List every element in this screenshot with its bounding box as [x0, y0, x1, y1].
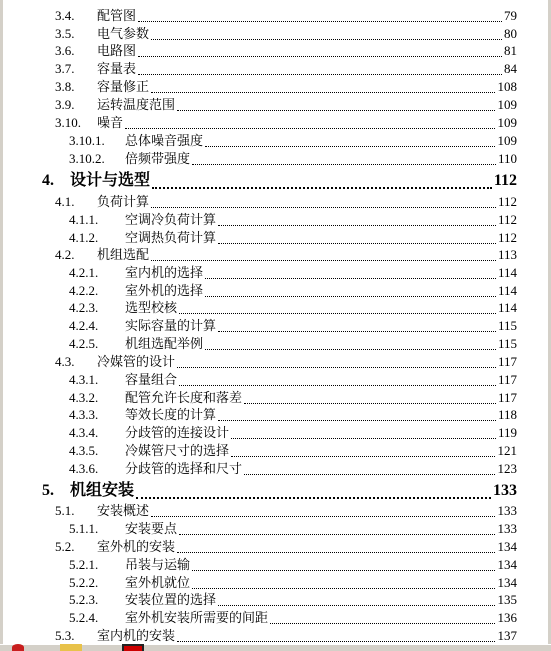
toc-number: 3.9. [55, 97, 75, 112]
toc-leader-dots [218, 224, 496, 226]
toc-number: 5.2.1. [69, 557, 99, 572]
toc-page-number: 80 [504, 26, 517, 41]
toc-leader-dots [152, 186, 492, 189]
toc-title: 容量表 [97, 61, 137, 76]
toc-page-number: 109 [497, 115, 517, 130]
toc-title: 机组安装 [70, 482, 135, 499]
toc-number: 5.2.4. [69, 610, 99, 625]
toc-leader-dots [205, 145, 495, 147]
toc-leader-dots [138, 55, 502, 57]
toc-page-number: 84 [504, 61, 517, 76]
toc-row[interactable] [0, 627, 551, 645]
toc-number: 4.2.1. [69, 265, 99, 280]
toc-row[interactable] [0, 60, 551, 78]
toc-title: 实际容量的计算 [125, 318, 217, 333]
toc-leader-dots [177, 109, 495, 111]
toc-leader-dots [205, 295, 496, 297]
toc-page-number: 119 [497, 425, 517, 440]
toc-page-number: 114 [497, 283, 517, 298]
toc-number: 4.1. [55, 194, 75, 209]
toc-number: 4.3.3. [69, 407, 99, 422]
toc-row[interactable] [0, 193, 551, 211]
toc-row[interactable] [0, 460, 551, 478]
toc-row[interactable] [0, 591, 551, 609]
toc-row[interactable] [0, 114, 551, 132]
toc-page-number: 133 [497, 521, 517, 536]
toc-page-number: 114 [497, 300, 517, 315]
toc-page-number: 123 [497, 461, 517, 476]
toc-row[interactable] [0, 609, 551, 627]
toc-number: 4.2. [55, 247, 75, 262]
toc-leader-dots [192, 163, 496, 165]
toc-number: 3.10. [55, 115, 81, 130]
toc-page-number: 137 [497, 628, 517, 643]
toc-leader-dots [177, 640, 495, 642]
toc-leader-dots [151, 91, 495, 93]
toc-title: 空调热负荷计算 [125, 230, 217, 245]
toc-row[interactable] [0, 371, 551, 389]
taskbar [0, 644, 551, 651]
toc-number: 5. [42, 482, 54, 499]
toc-leader-dots [151, 38, 502, 40]
toc-leader-dots [138, 73, 502, 75]
toc-leader-dots [218, 242, 496, 244]
toc-title: 安装概述 [97, 503, 150, 518]
toc-title: 配管图 [97, 8, 137, 23]
toc-title: 冷媒管的设计 [97, 354, 176, 369]
toc-title: 室外机的选择 [125, 283, 204, 298]
toc-number: 5.2.2. [69, 575, 99, 590]
toc-title: 选型校核 [125, 300, 178, 315]
toc-row[interactable] [0, 353, 551, 371]
toc-leader-dots [205, 348, 496, 350]
toc-number: 4.3.4. [69, 425, 99, 440]
toc-page-number: 79 [504, 8, 517, 23]
toc-leader-dots [151, 259, 496, 261]
toc-leader-dots [125, 127, 495, 129]
toc-title: 设计与选型 [70, 172, 151, 189]
toc-page-number: 136 [497, 610, 517, 625]
toc-row[interactable] [0, 96, 551, 114]
toc-row[interactable] [0, 246, 551, 264]
toc-leader-dots [136, 496, 491, 499]
toc-number: 4.3.6. [69, 461, 99, 476]
folder-icon[interactable] [60, 644, 82, 651]
toc-number: 4.1.1. [69, 212, 99, 227]
toc-title: 负荷计算 [97, 194, 150, 209]
toc-page-number: 121 [497, 443, 517, 458]
toc-leader-dots [270, 622, 495, 624]
toc-title: 室外机安装所需要的间距 [125, 610, 269, 625]
toc-page-number: 112 [497, 194, 517, 209]
toc-leader-dots [177, 366, 496, 368]
toc-number: 3.5. [55, 26, 75, 41]
toc-number: 5.1. [55, 503, 75, 518]
toc-title: 总体噪音强度 [125, 133, 204, 148]
toc-page-number: 134 [497, 557, 517, 572]
toc-row[interactable] [0, 7, 551, 25]
toc-chapter-row[interactable] [0, 480, 551, 502]
toc-page-number: 115 [497, 318, 517, 333]
toc-row[interactable] [0, 282, 551, 300]
toc-number: 5.1.1. [69, 521, 99, 536]
toc-title: 安装位置的选择 [125, 592, 217, 607]
toc-page-number: 133 [497, 503, 517, 518]
toc-leader-dots [179, 533, 495, 535]
toc-row[interactable] [0, 132, 551, 150]
toc-leader-dots [218, 419, 496, 421]
toc-page-number: 110 [497, 151, 517, 166]
toc-chapter-row[interactable] [0, 170, 551, 192]
toc-page-number: 117 [497, 390, 517, 405]
toc-leader-dots [177, 551, 495, 553]
stop-icon-inner [124, 646, 142, 651]
toc-title: 分歧管的选择和尺寸 [125, 461, 243, 476]
toc-page-number: 112 [497, 212, 517, 227]
toc-leader-dots [151, 206, 496, 208]
toc-title: 配管允许长度和落差 [125, 390, 243, 405]
toc-leader-dots [218, 330, 496, 332]
toc-page-number: 134 [497, 575, 517, 590]
toc-title: 运转温度范围 [97, 97, 176, 112]
toc-leader-dots [151, 515, 495, 517]
toc-number: 5.2. [55, 539, 75, 554]
toc-number: 4.2.4. [69, 318, 99, 333]
toc-title: 倍频带强度 [125, 151, 191, 166]
toc-row[interactable] [0, 299, 551, 317]
toc-row[interactable] [0, 406, 551, 424]
toc-title: 等效长度的计算 [125, 407, 217, 422]
toc-title: 冷媒管尺寸的选择 [125, 443, 230, 458]
toc-page-number: 133 [493, 482, 517, 499]
toc-title: 电气参数 [97, 26, 150, 41]
toc-row[interactable] [0, 424, 551, 442]
toc-page-number: 118 [497, 407, 517, 422]
toc-number: 4.2.5. [69, 336, 99, 351]
toc-title: 室内机的选择 [125, 265, 204, 280]
toc-leader-dots [218, 604, 495, 606]
toc-row[interactable] [0, 574, 551, 592]
toc-page-number: 135 [497, 592, 517, 607]
toc-row[interactable] [0, 229, 551, 247]
toc-number: 3.7. [55, 61, 75, 76]
toc-number: 5.2.3. [69, 592, 99, 607]
toc-number: 3.10.1. [69, 133, 105, 148]
toc-row[interactable] [0, 556, 551, 574]
toc-page-number: 113 [497, 247, 517, 262]
toc-leader-dots [138, 20, 502, 22]
toc-title: 分歧管的连接设计 [125, 425, 230, 440]
toc-row[interactable] [0, 264, 551, 282]
toc-number: 3.6. [55, 43, 75, 58]
toc-title: 室内机的安装 [97, 628, 176, 643]
toc-page-number: 115 [497, 336, 517, 351]
toc-page-number: 112 [497, 230, 517, 245]
toc-leader-dots [179, 384, 496, 386]
toc-leader-dots [244, 473, 495, 475]
toc-number: 3.4. [55, 8, 75, 23]
toc-number: 4.3.5. [69, 443, 99, 458]
toc-page-number: 108 [497, 79, 517, 94]
toc-page-number: 114 [497, 265, 517, 280]
toc-title: 安装要点 [125, 521, 178, 536]
toc-leader-dots [244, 402, 496, 404]
toc-leader-dots [205, 277, 496, 279]
toc-page-number: 109 [497, 133, 517, 148]
toc-number: 4.3. [55, 354, 75, 369]
toc-number: 4.3.2. [69, 390, 99, 405]
toc-title: 机组选配举例 [125, 336, 204, 351]
toc-row[interactable] [0, 538, 551, 556]
toc-page-number: 112 [493, 172, 517, 189]
toc-number: 3.8. [55, 79, 75, 94]
toc-title: 室外机的安装 [97, 539, 176, 554]
toc-title: 机组选配 [97, 247, 150, 262]
toc-page-number: 117 [497, 372, 517, 387]
toc-row[interactable] [0, 25, 551, 43]
toc-page-number: 109 [497, 97, 517, 112]
toc-title: 噪音 [97, 115, 124, 130]
toc-row[interactable] [0, 42, 551, 60]
toc-row[interactable] [0, 442, 551, 460]
toc-row[interactable] [0, 335, 551, 353]
toc-row[interactable] [0, 211, 551, 229]
toc-title: 容量修正 [97, 79, 150, 94]
toc-title: 空调冷负荷计算 [125, 212, 217, 227]
toc-number: 4. [42, 172, 54, 189]
toc-number: 4.3.1. [69, 372, 99, 387]
toc-row[interactable] [0, 317, 551, 335]
toc-row[interactable] [0, 78, 551, 96]
toc-number: 4.2.3. [69, 300, 99, 315]
toc-page-number: 134 [497, 539, 517, 554]
toc-row[interactable] [0, 520, 551, 538]
toc-title: 吊装与运输 [125, 557, 191, 572]
toc-number: 4.1.2. [69, 230, 99, 245]
toc-leader-dots [179, 312, 496, 314]
toc-title: 电路图 [97, 43, 137, 58]
toc-title: 室外机就位 [125, 575, 191, 590]
toc-leader-dots [231, 437, 496, 439]
toc-leader-dots [192, 569, 495, 571]
toc-row[interactable] [0, 502, 551, 520]
toc-row[interactable] [0, 150, 551, 168]
toc-title: 容量组合 [125, 372, 178, 387]
toc-leader-dots [192, 587, 495, 589]
toc-page-number: 81 [504, 43, 517, 58]
toc-number: 4.2.2. [69, 283, 99, 298]
toc-row[interactable] [0, 389, 551, 407]
toc-page-number: 117 [497, 354, 517, 369]
toc-number: 5.3. [55, 628, 75, 643]
toc-leader-dots [231, 455, 495, 457]
app-icon[interactable] [12, 644, 24, 651]
toc-number: 3.10.2. [69, 151, 105, 166]
